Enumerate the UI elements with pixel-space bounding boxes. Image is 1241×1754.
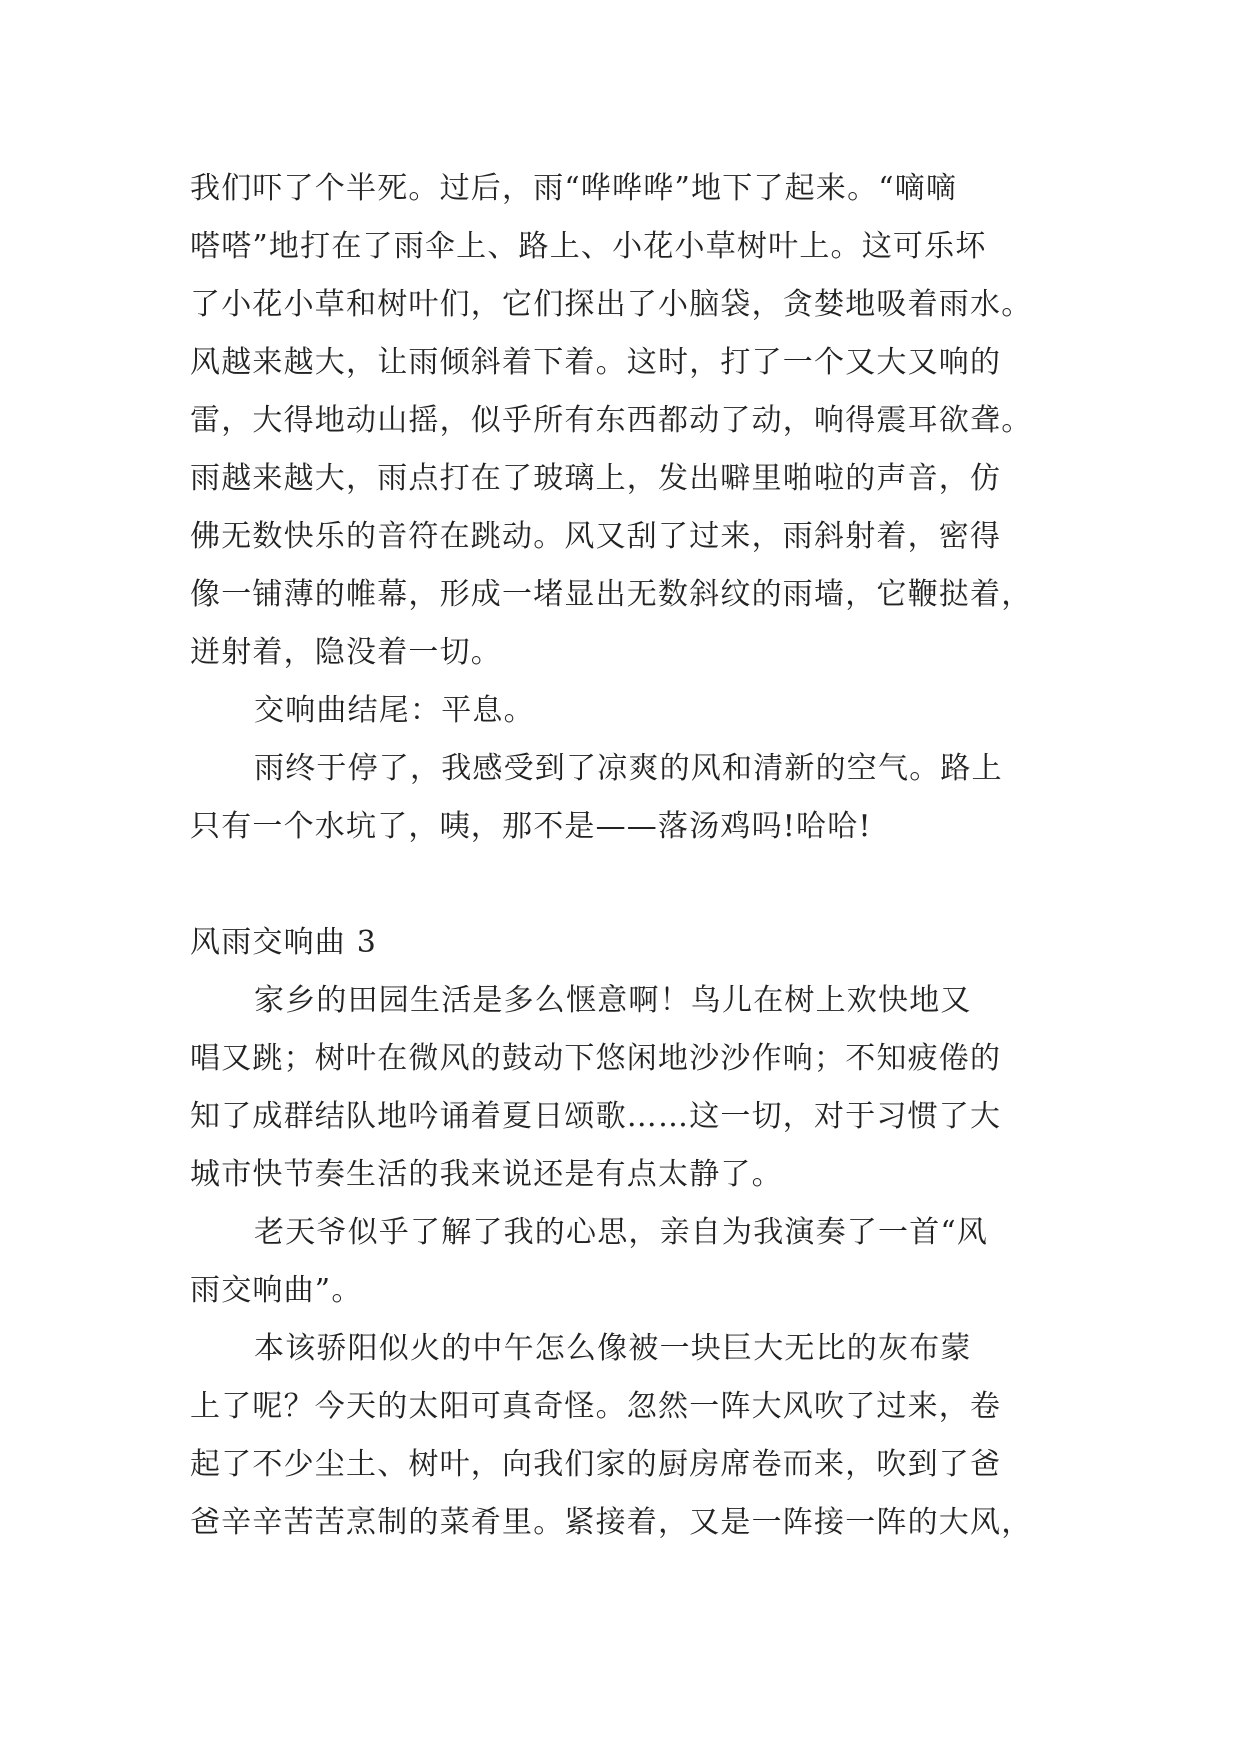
text-line: 老天爷似乎了解了我的心思，亲自为我演奏了一首“风 — [254, 1215, 989, 1250]
text-line: 我们吓了个半死。过后，雨“哗哗哗”地下了起来。“嘀嘀 — [190, 171, 958, 206]
text-line: 了小花小草和树叶们，它们探出了小脑袋，贪婪地吸着雨水。 — [190, 287, 1033, 322]
text-line: 迸射着，隐没着一切。 — [190, 635, 502, 670]
text-line: 雨交响曲”。 — [190, 1273, 363, 1308]
text-line: 上了呢？今天的太阳可真奇怪。忽然一阵大风吹了过来，卷 — [190, 1389, 1002, 1424]
text-line: 像一铺薄的帷幕，形成一堵显出无数斜纹的雨墙，它鞭挞着， — [190, 577, 1033, 612]
paragraph-gap — [190, 856, 1062, 914]
text-line: 城市快节奏生活的我来说还是有点太静了。 — [190, 1157, 783, 1192]
document-body — [190, 160, 1062, 1552]
text-line: 起了不少尘土、树叶，向我们家的厨房席卷而来，吹到了爸 — [190, 1447, 1002, 1482]
section-title: 风雨交响曲 3 — [190, 925, 378, 960]
text-line: 雷，大得地动山摇，似乎所有东西都动了动，响得震耳欲聋。 — [190, 403, 1033, 438]
text-line: 知了成群结队地吟诵着夏日颂歌……这一切，对于习惯了大 — [190, 1099, 1002, 1134]
text-line: 只有一个水坑了，咦，那不是——落汤鸡吗!哈哈! — [190, 809, 872, 844]
ending-title: 交响曲结尾：平息。 — [254, 693, 535, 728]
text-line: 本该骄阳似火的中午怎么像被一块巨大无比的灰布蒙 — [254, 1331, 972, 1366]
text-line: 雨终于停了，我感受到了凉爽的风和清新的空气。路上 — [254, 751, 1003, 786]
text-line: 雨越来越大，雨点打在了玻璃上，发出噼里啪啦的声音，仿 — [190, 461, 1002, 496]
text-line: 爸辛辛苦苦烹制的菜肴里。紧接着，又是一阵接一阵的大风， — [190, 1505, 1033, 1540]
text-line: 嗒嗒”地打在了雨伞上、路上、小花小草树叶上。这可乐坏 — [190, 229, 987, 264]
text-line: 佛无数快乐的音符在跳动。风又刮了过来，雨斜射着，密得 — [190, 519, 1002, 554]
text-line: 唱又跳；树叶在微风的鼓动下悠闲地沙沙作响；不知疲倦的 — [190, 1041, 1002, 1076]
text-line: 家乡的田园生活是多么惬意啊！鸟儿在树上欢快地又 — [254, 983, 972, 1018]
text-line: 风越来越大，让雨倾斜着下着。这时，打了一个又大又响的 — [190, 345, 1002, 380]
